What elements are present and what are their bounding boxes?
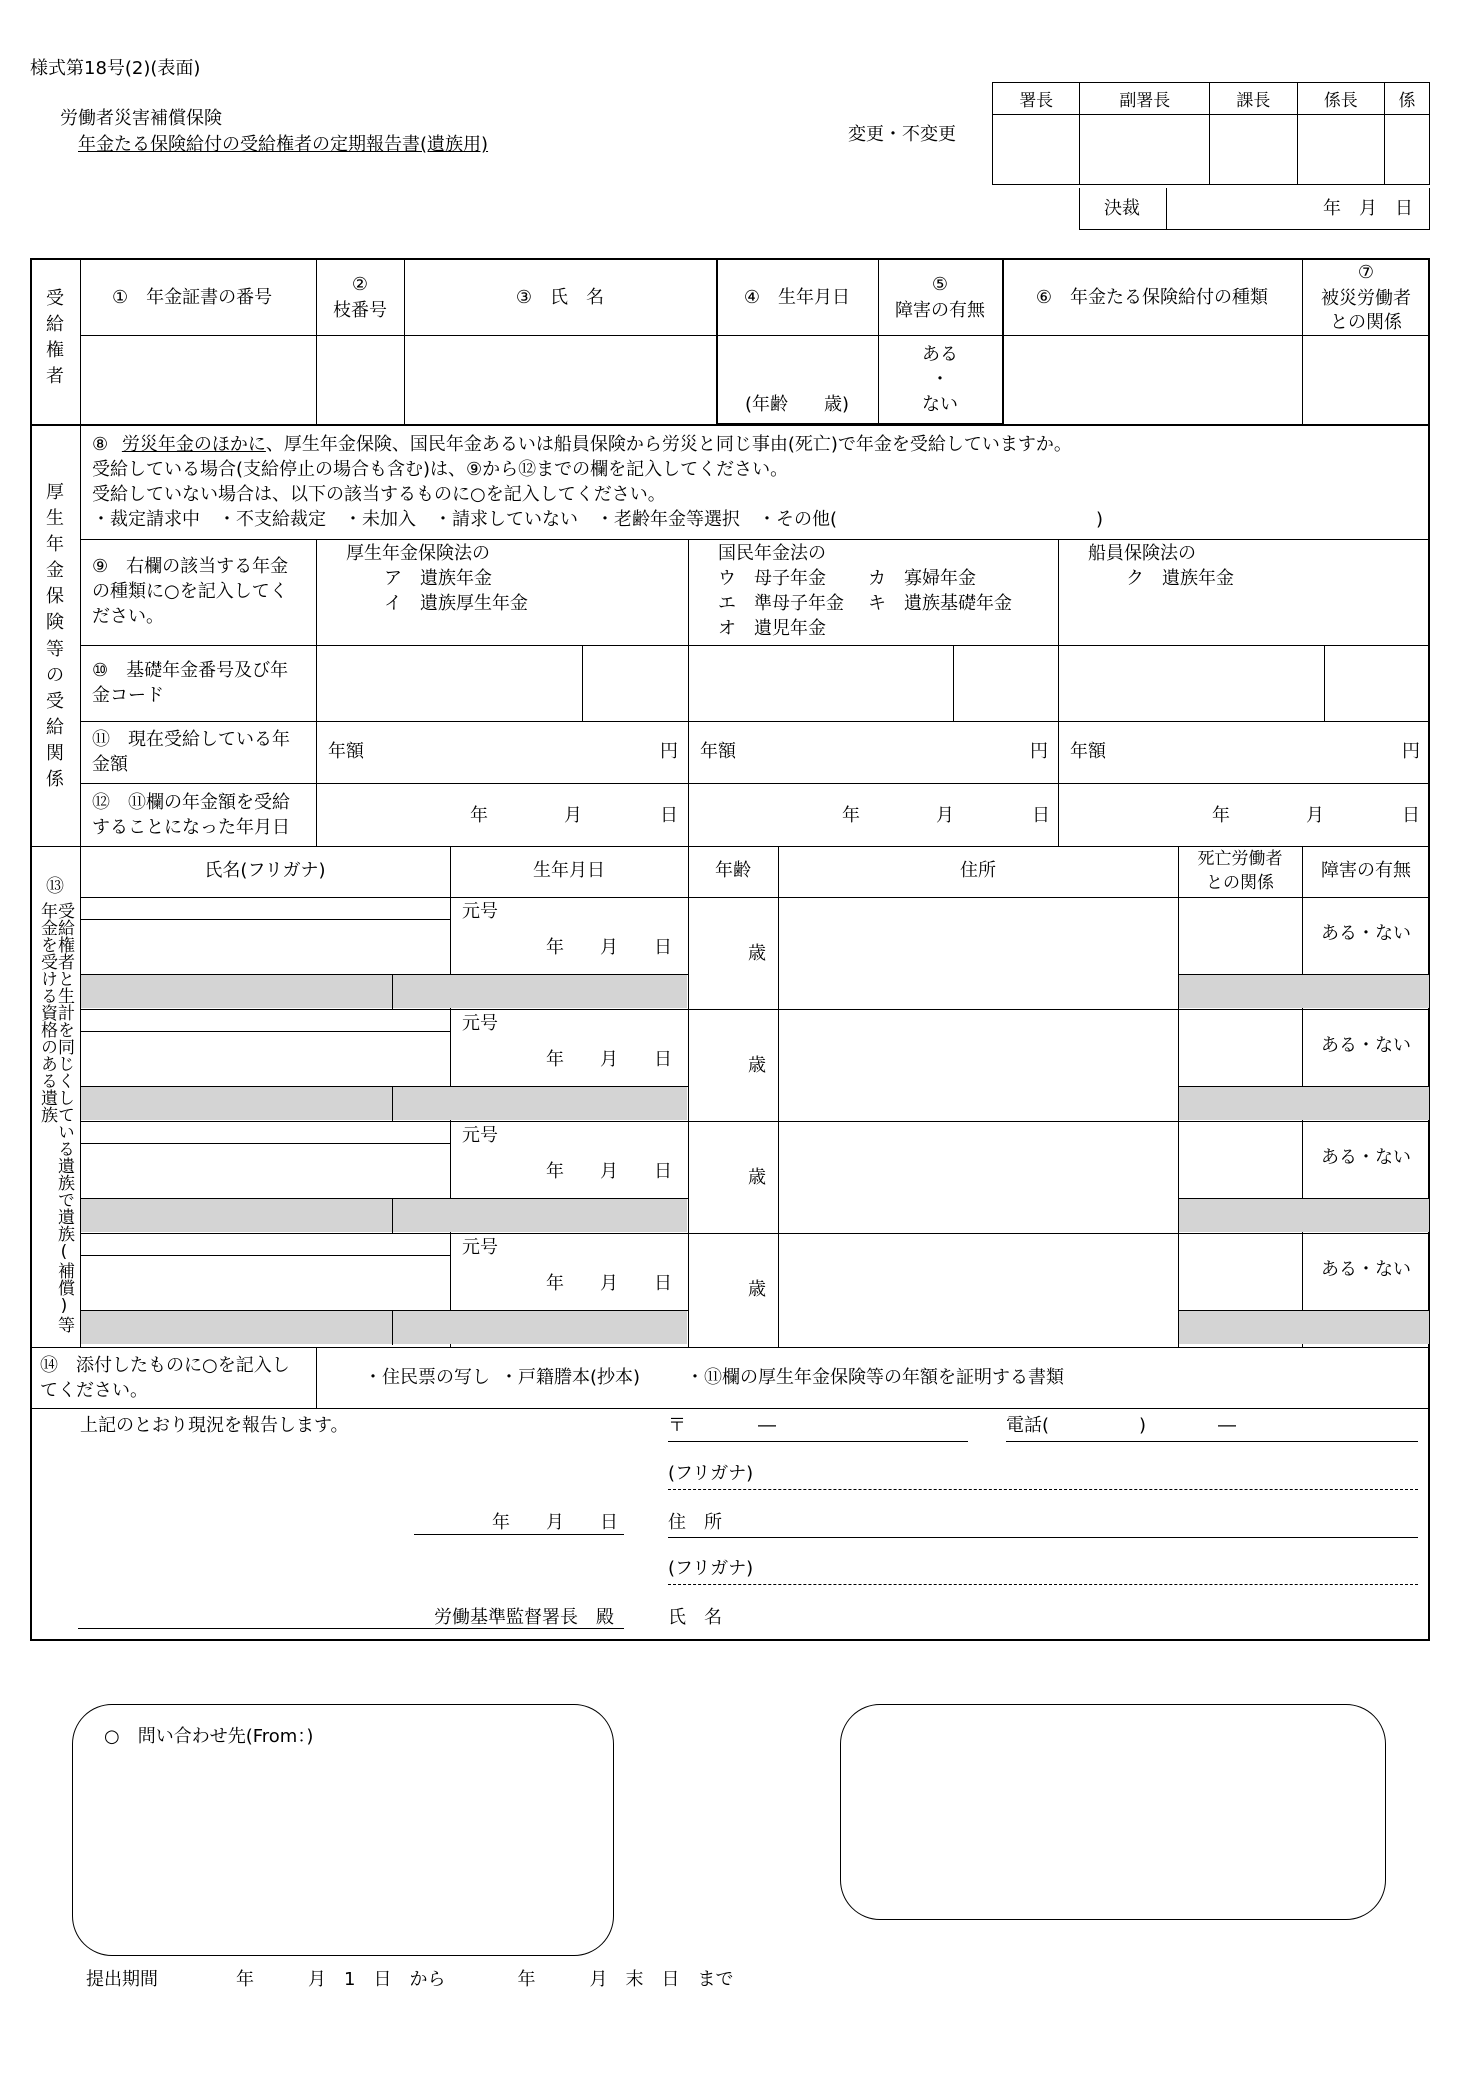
family-name-input[interactable]: [82, 921, 448, 973]
family-col-address: 住所: [960, 860, 996, 881]
pension-number-input-1[interactable]: [318, 647, 580, 719]
q9-label-1: ⑨ 右欄の該当する年金: [92, 556, 289, 577]
family-row-furigana-line: [80, 919, 450, 920]
family-furigana-input[interactable]: [82, 898, 448, 918]
family-disability[interactable]: ある・ない: [1321, 1035, 1411, 1056]
q8-num: ⑧: [92, 434, 109, 455]
family-row-gray-name: [81, 1086, 687, 1120]
disability-yes[interactable]: ある: [922, 344, 958, 365]
stamp-cell-subsection[interactable]: [1297, 115, 1384, 185]
family-row-sub-line-right: [1178, 1310, 1430, 1311]
col-birthdate: ④ 生年月日: [743, 287, 851, 308]
kokumin-option-u[interactable]: ウ 母子年金: [718, 568, 826, 589]
family-address-input[interactable]: [780, 1235, 1176, 1343]
senin-title: 船員保険法の: [1088, 543, 1196, 564]
kosei-title: 厚生年金保険法の: [346, 543, 490, 564]
attachments-label-1: ⑭ 添付したものに○を記入し: [40, 1355, 290, 1376]
family-age[interactable]: 歳: [748, 1055, 766, 1076]
family-furigana-input[interactable]: [82, 1234, 448, 1254]
family-row-gray-relation: [1179, 1310, 1429, 1344]
period-label: 提出期間: [86, 1969, 158, 1990]
family-birthdate[interactable]: 年 月 日: [546, 937, 672, 958]
postal-code[interactable]: 〒 ―: [668, 1415, 776, 1436]
branch-number-input[interactable]: [318, 337, 402, 423]
annual-label-3: 年額: [1070, 741, 1106, 762]
family-section-label: [30, 902, 80, 1342]
family-age[interactable]: 歳: [748, 1279, 766, 1300]
family-disability[interactable]: ある・ない: [1321, 923, 1411, 944]
kokumin-option-o[interactable]: オ 遺児年金: [718, 618, 826, 639]
stamp-cell-chief[interactable]: [993, 115, 1080, 185]
col-certificate-number: ① 年金証書の番号: [112, 287, 273, 308]
decision-label: 決裁: [1104, 198, 1140, 219]
change-status[interactable]: 変更・不変更: [848, 124, 956, 145]
col-relation-num: ⑦: [1357, 262, 1375, 283]
family-relation-input[interactable]: [1180, 899, 1300, 973]
pension-number-input-3[interactable]: [1060, 647, 1322, 719]
stamp-cell-deputy[interactable]: [1080, 115, 1210, 185]
q8-line2: 受給している場合(支給停止の場合も含む)は、⑨から⑫までの欄を記入してください。: [92, 459, 789, 480]
pension-section-label: 厚生年金保険等の受給関係: [46, 482, 64, 791]
kokumin-option-ka[interactable]: カ 寡婦年金: [868, 568, 976, 589]
address-label: 住 所: [668, 1512, 722, 1533]
family-row-sub-line-right: [1178, 1198, 1430, 1199]
stamp-head-subsection: 係長: [1297, 83, 1384, 115]
attachment-resident-card[interactable]: ・住民票の写し: [364, 1367, 490, 1388]
attachment-family-register[interactable]: ・戸籍謄本(抄本): [500, 1367, 641, 1388]
family-row-gray-relation: [1179, 1198, 1429, 1232]
q10-label-1: ⑩ 基礎年金番号及び年: [92, 660, 289, 681]
address-input[interactable]: [760, 1506, 1410, 1534]
decision-date[interactable]: 年 月 日: [1323, 198, 1413, 219]
family-col-birth: 生年月日: [533, 860, 605, 881]
family-row-gray-name: [81, 974, 687, 1008]
q12-m-3: 月: [1306, 805, 1324, 826]
q8-close-paren: ): [1096, 509, 1104, 530]
family-era[interactable]: 元号: [462, 1013, 498, 1034]
yen-3: 円: [1402, 741, 1420, 762]
recipient-section-label: 受給権者: [46, 288, 64, 388]
q8-line3: 受給していない場合は、以下の該当するものに○を記入してください。: [92, 484, 666, 505]
q12-label-1: ⑫ ⑪欄の年金額を受給: [92, 792, 290, 813]
certificate-number-input[interactable]: [82, 337, 314, 423]
family-address-input[interactable]: [780, 899, 1176, 1007]
addressee: 労働基準監督署長 殿: [434, 1607, 614, 1628]
reporter-name-input[interactable]: [760, 1601, 1410, 1629]
disability-no[interactable]: ない: [922, 394, 958, 415]
family-birthdate[interactable]: 年 月 日: [546, 1049, 672, 1070]
kosei-option-i[interactable]: イ 遺族厚生年金: [384, 593, 528, 614]
annual-label-2: 年額: [700, 741, 736, 762]
family-era[interactable]: 元号: [462, 1125, 498, 1146]
stamp-cell-staff[interactable]: [1385, 115, 1430, 185]
family-disability[interactable]: ある・ない: [1321, 1259, 1411, 1280]
q12-m-1: 月: [564, 805, 582, 826]
pension-type-input[interactable]: [1004, 337, 1300, 423]
family-row-sub-line: [80, 974, 688, 975]
family-col-relation-2: との関係: [1206, 873, 1274, 893]
family-furigana-input[interactable]: [82, 1122, 448, 1142]
form-number: 様式第18号(2)(表面): [30, 58, 201, 79]
attachments-label-2: てください。: [40, 1380, 148, 1401]
q12-y-3: 年: [1212, 805, 1230, 826]
family-row-gray-name: [81, 1198, 687, 1232]
family-row-sub-line: [80, 1198, 688, 1199]
family-address-input[interactable]: [780, 1123, 1176, 1231]
family-row-gray-divider: [392, 1310, 393, 1345]
annual-label-1: 年額: [328, 741, 364, 762]
attachment-pension-certificate[interactable]: ・⑪欄の厚生年金保険等の年額を証明する書類: [686, 1367, 1064, 1388]
furigana-address[interactable]: (フリガナ): [668, 1463, 754, 1484]
stamp-head-deputy: 副署長: [1080, 83, 1210, 115]
family-row-sub-line-right: [1178, 1086, 1430, 1087]
yen-1: 円: [660, 741, 678, 762]
pension-number-input-2[interactable]: [690, 647, 952, 719]
q12-label-2: することになった年月日: [92, 817, 290, 838]
name-label: 氏 名: [668, 1607, 722, 1628]
family-row-gray-divider: [392, 1086, 393, 1121]
relation-input[interactable]: [1304, 337, 1428, 423]
family-name-input[interactable]: [82, 1145, 448, 1197]
kokumin-option-ki[interactable]: キ 遺族基礎年金: [868, 593, 1012, 614]
family-era[interactable]: 元号: [462, 1237, 498, 1258]
col-branch-number: 枝番号: [333, 300, 387, 321]
law-name: 労働者災害補償保険: [60, 108, 222, 129]
family-address-input[interactable]: [780, 1011, 1176, 1119]
q8-rest: 、厚生年金保険、国民年金あるいは船員保険から労災と同じ事由(死亡)で年金を受給していますか。: [265, 434, 1072, 455]
family-col-name: 氏名(フリガナ): [204, 860, 326, 881]
family-name-input[interactable]: [82, 1257, 448, 1309]
family-era[interactable]: 元号: [462, 901, 498, 922]
col-disability-num: ⑤: [931, 274, 949, 295]
q8-question: [92, 434, 1072, 457]
form-title: 年金たる保険給付の受給権者の定期報告書(遺族用): [78, 134, 489, 155]
name-input[interactable]: [406, 337, 714, 423]
q12-d-1: 日: [660, 805, 678, 826]
family-birthdate[interactable]: 年 月 日: [546, 1161, 672, 1182]
family-relation-input[interactable]: [1180, 1235, 1300, 1309]
approval-stamp-table: [992, 82, 1430, 185]
family-col-disability: 障害の有無: [1321, 860, 1411, 881]
family-age[interactable]: 歳: [748, 943, 766, 964]
family-row-sub-line: [80, 1310, 688, 1311]
family-disability[interactable]: ある・ない: [1321, 1147, 1411, 1168]
family-row-sub-line: [80, 1086, 688, 1087]
q12-m-2: 月: [936, 805, 954, 826]
family-row-furigana-line: [80, 1143, 450, 1144]
disability-dot: ・: [931, 369, 949, 390]
contact-label: ○ 問い合わせ先(From：): [104, 1726, 314, 1747]
family-row-furigana-line: [80, 1031, 450, 1032]
family-row-gray-divider: [392, 1198, 393, 1233]
col-relation-b: との関係: [1330, 312, 1402, 333]
q12-y-2: 年: [842, 805, 860, 826]
stamp-cell-section[interactable]: [1210, 115, 1297, 185]
stamp-head-chief: 署長: [993, 83, 1080, 115]
col-branch-num: ②: [351, 274, 369, 295]
yen-2: 円: [1030, 741, 1048, 762]
furigana-name[interactable]: (フリガナ): [668, 1558, 754, 1579]
family-name-input[interactable]: [82, 1033, 448, 1085]
q9-label-3: ださい。: [92, 606, 164, 627]
family-relation-input[interactable]: [1180, 1123, 1300, 1197]
blank-box[interactable]: [840, 1704, 1386, 1920]
q12-y-1: 年: [470, 805, 488, 826]
age-note[interactable]: (年齢 歳): [744, 394, 850, 415]
col-relation-a: 被災労働者: [1321, 288, 1411, 309]
report-date[interactable]: 年 月 日: [492, 1512, 618, 1533]
family-section-label-text: 受給権者と生計を同じくしている遺族で遺族(補償)等年金を受ける資格のある遺族: [37, 902, 74, 1333]
family-section-num: ⑬: [46, 876, 64, 897]
kokumin-option-e[interactable]: エ 準母子年金: [718, 593, 844, 614]
phone-number[interactable]: 電話( ) ―: [1006, 1415, 1237, 1436]
q11-label-1: ⑪ 現在受給している年: [92, 729, 290, 750]
col-disability: 障害の有無: [895, 300, 985, 321]
family-row-gray-name: [81, 1310, 687, 1344]
family-row-gray-relation: [1179, 974, 1429, 1008]
family-row-gray-relation: [1179, 1086, 1429, 1120]
family-col-age: 年齢: [715, 860, 751, 881]
kokumin-title: 国民年金法の: [718, 543, 826, 564]
q12-d-3: 日: [1402, 805, 1420, 826]
family-col-relation-1: 死亡労働者: [1197, 849, 1283, 869]
col-pension-type: ⑥ 年金たる保険給付の種類: [1035, 287, 1269, 308]
family-furigana-input[interactable]: [82, 1010, 448, 1030]
family-row-furigana-line: [80, 1255, 450, 1256]
q11-label-2: 金額: [92, 754, 128, 775]
family-relation-input[interactable]: [1180, 1011, 1300, 1085]
q8-options[interactable]: ・裁定請求中 ・不支給裁定 ・未加入 ・請求していない ・老齢年金等選択 ・その他(: [92, 509, 838, 530]
stamp-head-staff: 係: [1385, 83, 1430, 115]
senin-option-ku[interactable]: ク 遺族年金: [1126, 568, 1234, 589]
kosei-option-a[interactable]: ア 遺族年金: [384, 568, 492, 589]
family-row-gray-divider: [392, 974, 393, 1009]
report-statement: 上記のとおり現況を報告します。: [80, 1415, 349, 1436]
q8-underlined: 労災年金のほかに: [121, 434, 266, 455]
period-text[interactable]: 年 月 1 日 から 年 月 末 日 まで: [236, 1969, 734, 1990]
family-age[interactable]: 歳: [748, 1167, 766, 1188]
family-birthdate[interactable]: 年 月 日: [546, 1273, 672, 1294]
col-name: ③ 氏 名: [515, 287, 605, 308]
q9-label-2: の種類に○を記入してく: [92, 581, 288, 602]
q10-label-2: 金コード: [92, 685, 164, 706]
q12-d-2: 日: [1032, 805, 1050, 826]
family-row-sub-line-right: [1178, 974, 1430, 975]
stamp-head-section: 課長: [1210, 83, 1297, 115]
